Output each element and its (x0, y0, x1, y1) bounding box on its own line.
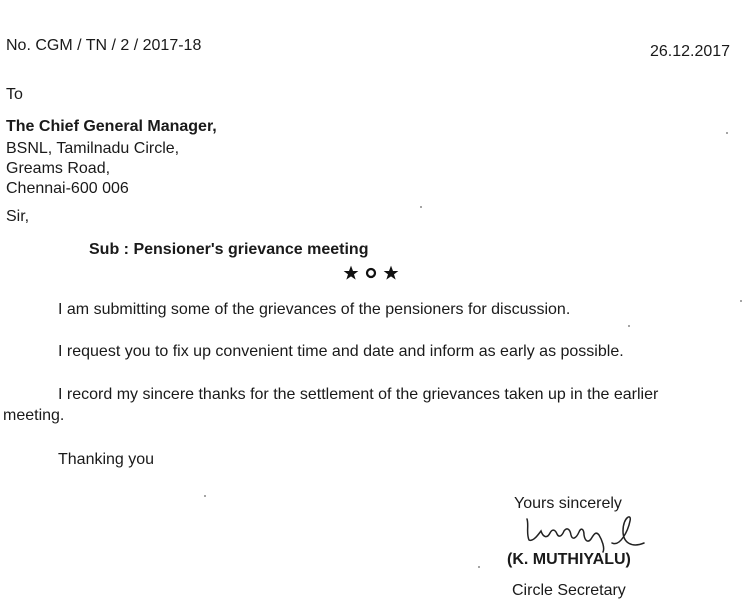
letter-date: 26.12.2017 (650, 43, 731, 60)
address-line-1: BSNL, Tamilnadu Circle, (6, 140, 180, 157)
address-line-3: Chennai-600 006 (6, 180, 129, 197)
salutation: Sir, (6, 208, 30, 225)
star-icon (343, 265, 359, 281)
to-label: To (6, 86, 23, 103)
address-line-2: Greams Road, (6, 160, 111, 177)
recipient-title: The Chief General Manager, (6, 118, 217, 135)
ornament-divider (343, 265, 399, 281)
signatory-title: Circle Secretary (512, 582, 626, 599)
circle-icon (365, 267, 377, 279)
subject-line (89, 240, 368, 260)
signatory-name: (K. MUTHIYALU) (507, 551, 631, 568)
scan-speck (478, 566, 480, 568)
star-icon (383, 265, 399, 281)
sign-off: Yours sincerely (514, 495, 622, 512)
subject-text: Pensioner's grievance meeting (133, 241, 369, 258)
reference-number: No. CGM / TN / 2 / 2017-18 (6, 37, 202, 54)
body-paragraph-3-line-2: meeting. (3, 407, 65, 424)
scan-speck (204, 495, 206, 497)
body-paragraph-1: I am submitting some of the grievances of the pensioners for discussion. (58, 301, 571, 318)
subject-label: Sub (89, 241, 120, 258)
handwritten-signature (524, 513, 659, 553)
closing-line: Thanking you (58, 451, 155, 468)
subject-separator: : (123, 241, 129, 258)
scan-speck (740, 300, 742, 302)
body-paragraph-2: I request you to fix up convenient time and date and inform as early as possible. (58, 343, 624, 360)
scan-speck (726, 132, 728, 134)
scan-speck (420, 206, 422, 208)
scan-speck (628, 325, 630, 327)
body-paragraph-3-line-1: I record my sincere thanks for the settlement of the grievances taken up in the earlier (58, 386, 659, 403)
